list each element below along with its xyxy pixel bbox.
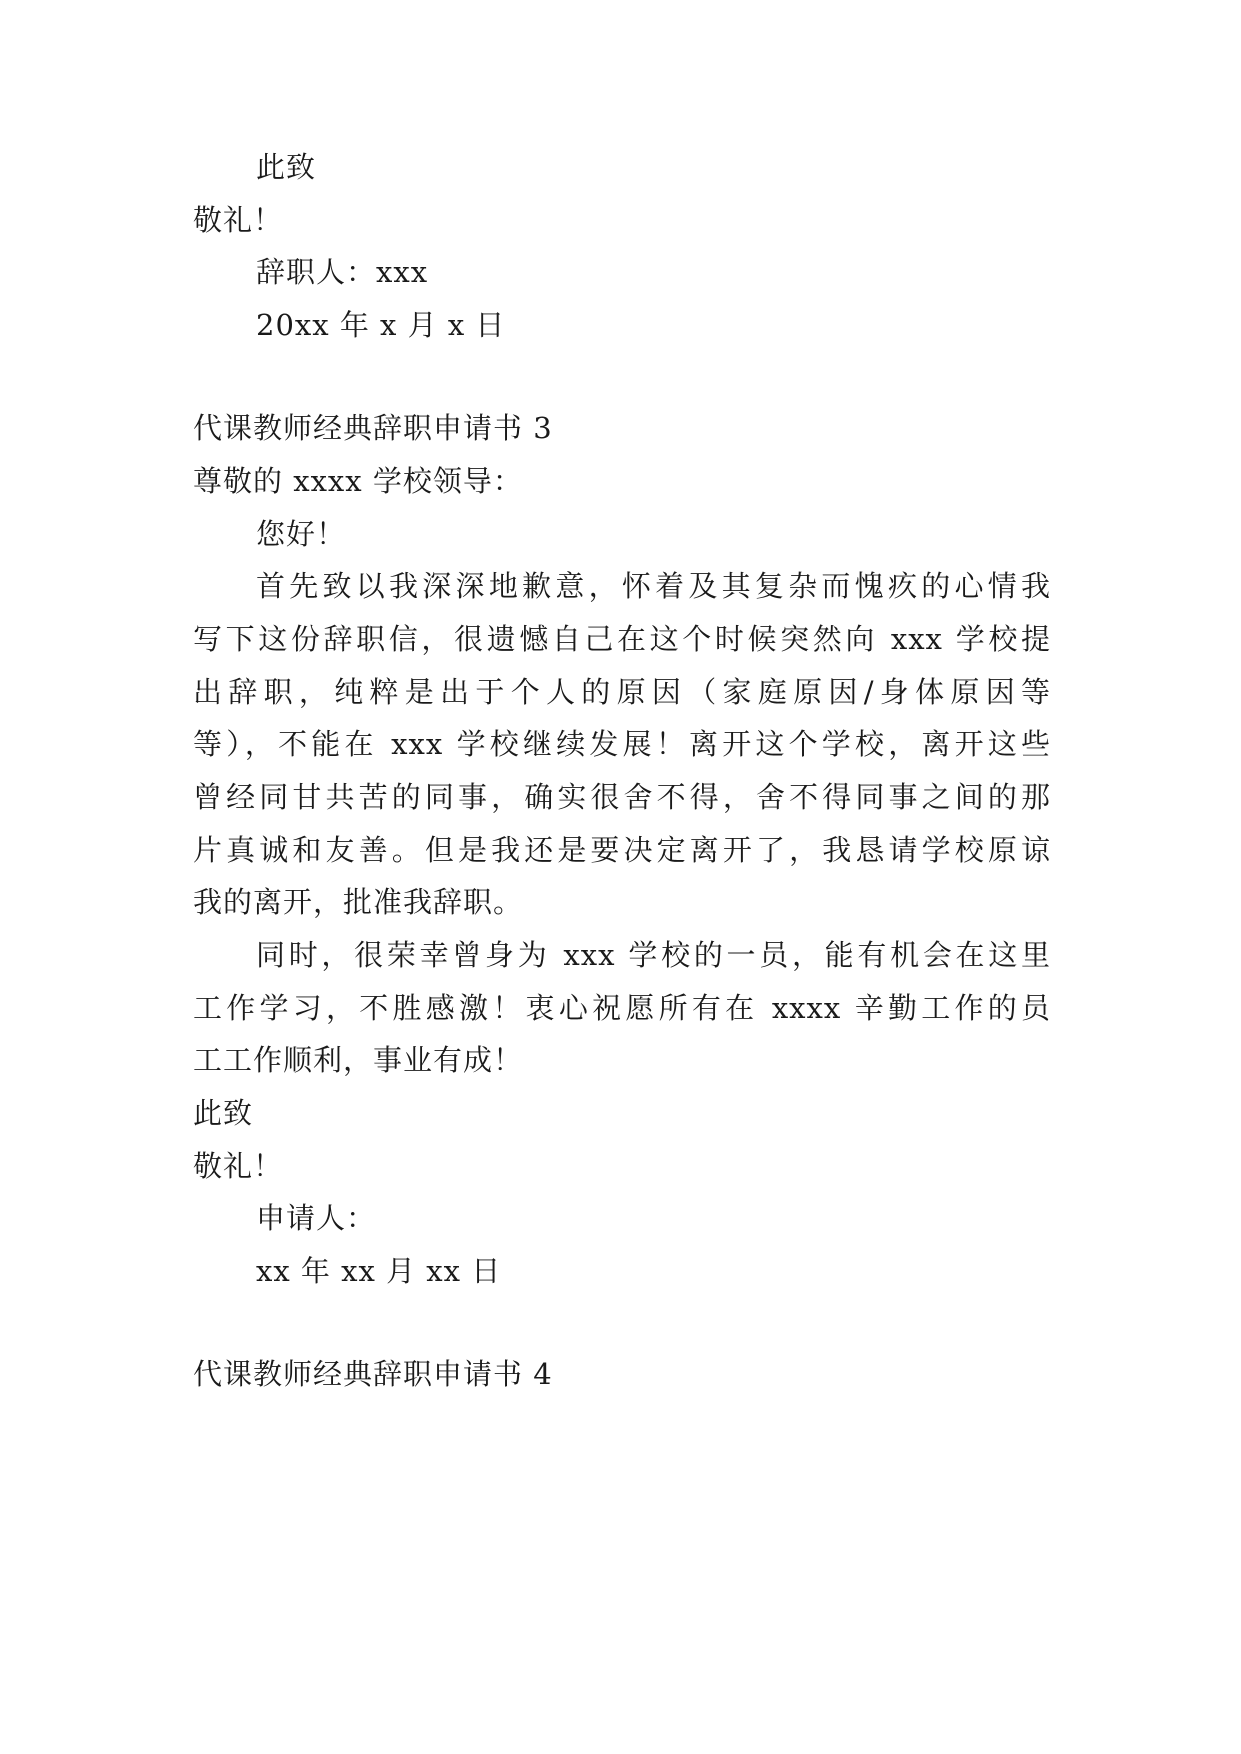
paragraph-line: 曾经同甘共苦的同事，确实很舍不得，舍不得同事之间的那 [193,780,1051,814]
paragraph-line: 等），不能在 xxx 学校继续发展！离开这个学校，离开这些 [193,727,1051,761]
section-title: 代课教师经典辞职申请书 3 [193,411,553,445]
closing-respect: 敬礼！ [193,203,284,237]
paragraph-line: 出辞职，纯粹是出于个人的原因（家庭原因/身体原因等 [193,675,1051,709]
paragraph-line: 工作学习，不胜感激！衷心祝愿所有在 xxxx 辛勤工作的员 [193,991,1051,1025]
section-title: 代课教师经典辞职申请书 4 [193,1357,553,1391]
paragraph-line: 首先致以我深深地歉意，怀着及其复杂而愧疚的心情我 [256,569,1051,603]
closing-respect: 敬礼！ [193,1149,284,1183]
greeting-line: 您好！ [256,517,347,551]
paragraph-line: 同时，很荣幸曾身为 xxx 学校的一员，能有机会在这里 [256,938,1051,972]
paragraph-line: 工工作顺利，事业有成！ [193,1043,524,1077]
closing-salute: 此致 [193,1096,254,1130]
date-line: 20xx 年 x 月 x 日 [256,308,506,342]
date-line: xx 年 xx 月 xx 日 [256,1254,502,1288]
paragraph-line: 写下这份辞职信，很遗憾自己在这个时候突然向 xxx 学校提 [193,622,1051,656]
signer-line: 申请人： [256,1201,377,1235]
paragraph-line: 我的离开，批准我辞职。 [193,885,524,919]
addressee-line: 尊敬的 xxxx 学校领导： [193,464,523,498]
paragraph-line: 片真诚和友善。但是我还是要决定离开了，我恳请学校原谅 [193,833,1051,867]
signer-line: 辞职人：xxx [256,255,429,289]
closing-salute: 此致 [256,150,317,184]
